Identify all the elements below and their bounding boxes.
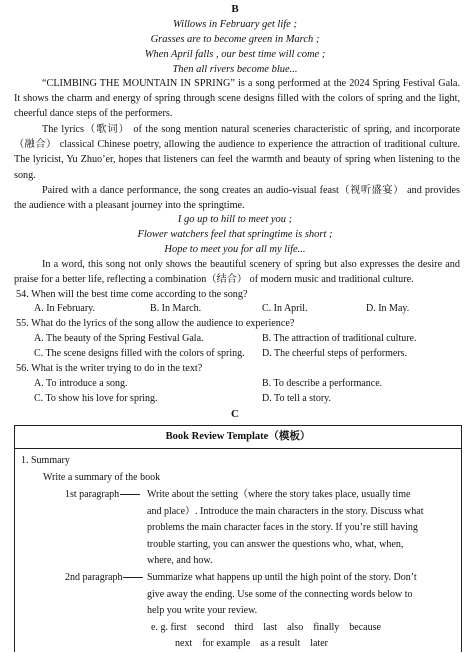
- poem-line: Then all rivers become blue...: [172, 64, 298, 75]
- connector-line: [120, 494, 140, 495]
- guidance-line: and place）. Introduce the main characters in the story. Discuss what: [147, 505, 424, 517]
- poem-line: Hope to meet you for all my life...: [164, 244, 306, 255]
- option-d[interactable]: D. To tell a story.: [262, 393, 332, 404]
- paragraph-text: Paired with a dance performance, the song creates an audio-visual feast（视听盛宴） and provides the audience with a pleasant journey into the springtime.: [14, 185, 460, 212]
- paragraph-1-guidance: [147, 487, 457, 570]
- label-text: 2nd paragraph: [65, 572, 123, 583]
- label-text: 1st paragraph: [65, 489, 120, 500]
- paragraph-text: In a word, this song not only shows the beautiful scenery of spring but also expresses the desire and praise for a better life, reflecting a combination（结合） of modern music and traditional culture.: [14, 259, 460, 286]
- connecting-words: e. g. first second third last also finally because: [151, 621, 381, 633]
- poem-line: When April falls , our best time will come ;: [144, 49, 326, 60]
- option-b[interactable]: B. To describe a performance.: [262, 378, 383, 389]
- summary-intro: Write a summary of the book: [43, 472, 161, 483]
- question-56: 56. What is the writer trying to do in the text?: [16, 363, 203, 374]
- guidance-line: help you write your review.: [147, 605, 258, 617]
- question-54: 54. When will the best time come according to the song?: [16, 289, 248, 300]
- poem-line: Flower watchers feel that springtime is short ;: [137, 229, 333, 240]
- paragraph-2-label: [65, 570, 144, 587]
- option-d[interactable]: D. In May.: [366, 303, 410, 314]
- option-b[interactable]: B. In March.: [150, 303, 202, 314]
- guidance-line: where, and how.: [147, 555, 213, 567]
- guidance-line: Summarize what happens up until the high point of the story. Don’t: [147, 572, 417, 583]
- summary-heading: 1. Summary: [21, 455, 70, 466]
- poem-line: I go up to hill to meet you ;: [177, 214, 293, 225]
- poem-line: Willows in February get life ;: [173, 19, 297, 30]
- option-a[interactable]: A. The beauty of the Spring Festival Gala.: [34, 333, 204, 344]
- guidance-line: give away the ending. Use some of the connecting words below to: [147, 588, 413, 600]
- paragraph-2-guidance: [147, 570, 457, 653]
- option-b[interactable]: B. The attraction of traditional culture.: [262, 333, 417, 344]
- paragraph-4: [14, 257, 460, 287]
- option-c[interactable]: C. In April.: [262, 303, 308, 314]
- book-review-template: [14, 425, 462, 652]
- poem-line: Grasses are to become green in March ;: [150, 34, 320, 45]
- option-c[interactable]: C. To show his love for spring.: [34, 393, 158, 404]
- connecting-words: next for example as a result later: [175, 638, 328, 650]
- paragraph-1-label: [65, 487, 141, 504]
- paragraph-text: The lyrics（歌词） of the song mention natural sceneries characteristic of spring, and incorporate（融合） classical Chinese poetry, allowing the audience to experience the attraction of traditional culture. The lyricist, Yu Zhuo’er, hopes that listeners can feel the warmth and beauty of spring when listening to the song.: [14, 124, 460, 181]
- section-b-heading: B: [231, 3, 239, 15]
- guidance-line: problems the main character faces in the story. If you’re still having: [147, 522, 418, 534]
- question-55: 55. What do the lyrics of the song allow the audience to experience?: [16, 318, 295, 329]
- connector-line: [123, 577, 143, 578]
- guidance-line: Write about the setting（where the story takes place, usually time: [147, 489, 411, 500]
- option-a[interactable]: A. To introduce a song.: [34, 378, 128, 389]
- option-c[interactable]: C. The scene designs filled with the colors of spring.: [34, 348, 245, 359]
- paragraph-text: “CLIMBING THE MOUNTAIN IN SPRING” is a song performed at the 2024 Spring Festival Gala. It shows the charm and energy of spring through scene designs filled with the colors of spring and the light, cheerful dance steps of the performers.: [14, 78, 460, 120]
- paragraph-1: [14, 76, 460, 122]
- option-a[interactable]: A. In February.: [34, 303, 96, 314]
- option-d[interactable]: D. The cheerful steps of performers.: [262, 348, 408, 359]
- paragraph-2: [14, 122, 460, 183]
- paragraph-3: [14, 183, 460, 213]
- guidance-line: trouble starting, you can answer the questions who, what, when,: [147, 538, 404, 550]
- section-c-heading: C: [231, 408, 239, 420]
- template-title: Book Review Template（模板）: [15, 426, 461, 449]
